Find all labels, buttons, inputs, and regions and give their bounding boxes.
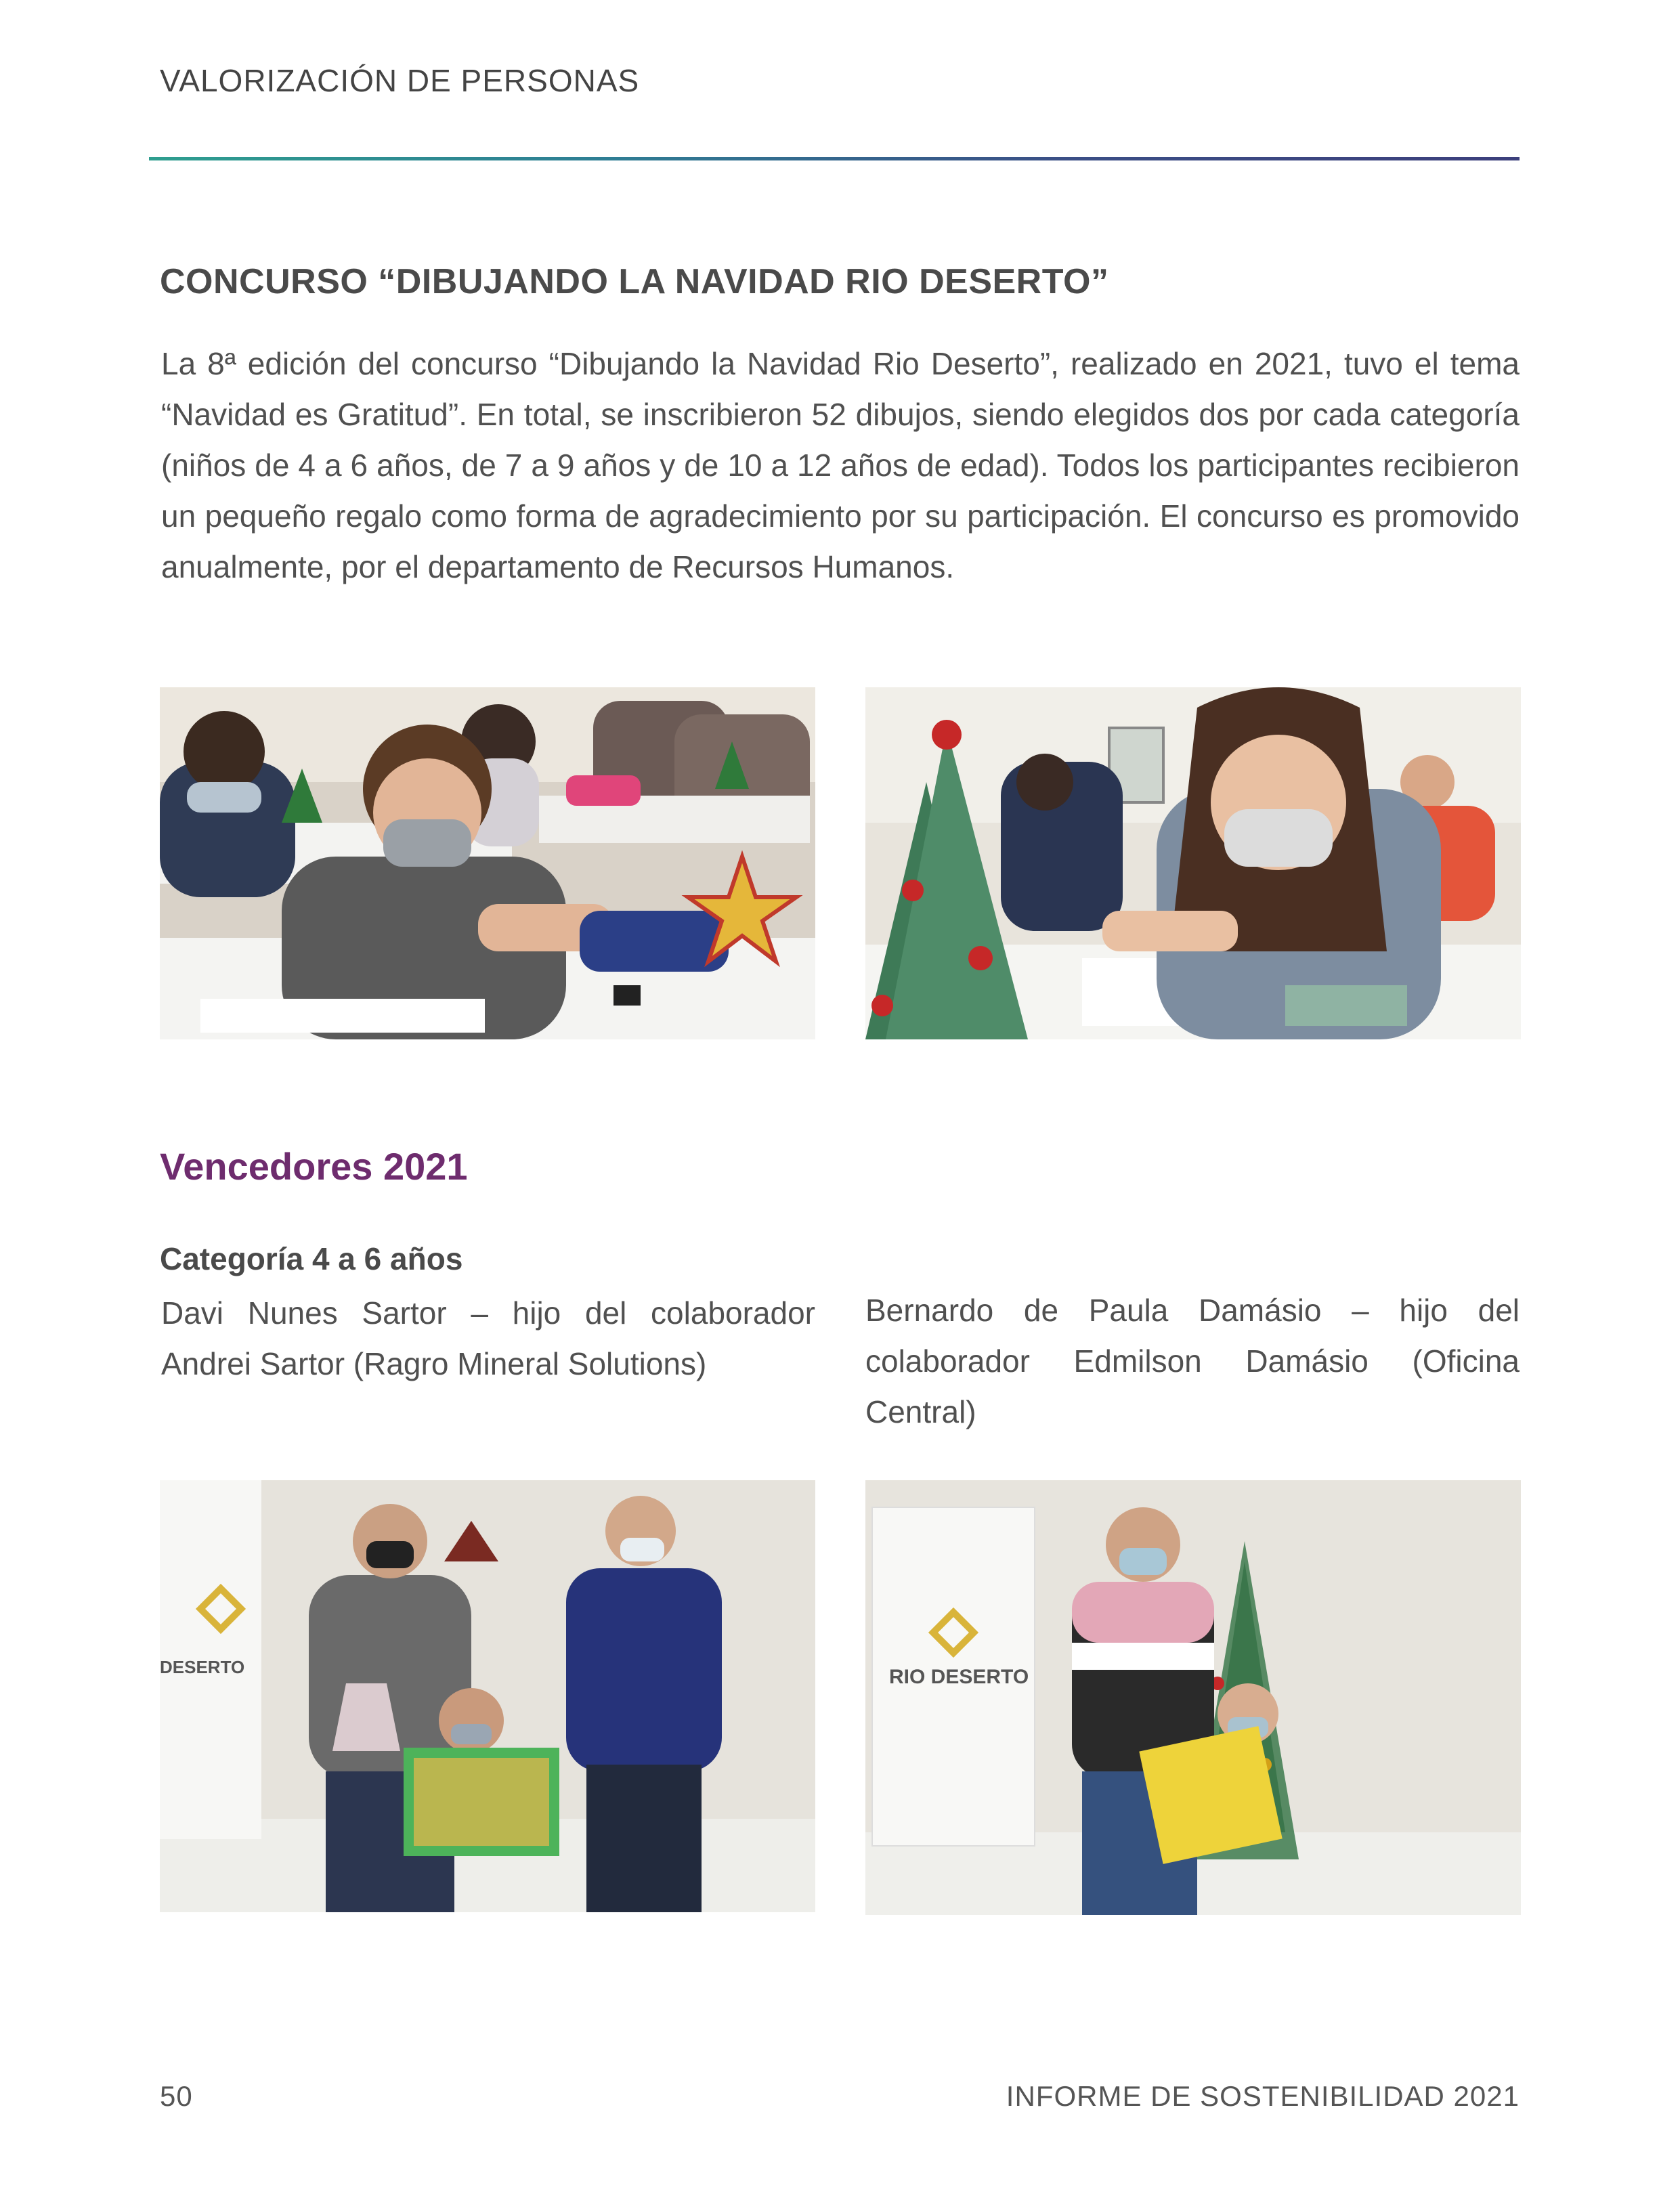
article-title: CONCURSO “DIBUJANDO LA NAVIDAD RIO DESERTO” — [160, 262, 1109, 301]
photo-children-drawing-1 — [160, 687, 815, 1039]
winner-entry-1: Davi Nunes Sartor – hijo del colaborador Andrei Sartor (Ragro Mineral Solutions) — [161, 1295, 815, 1381]
photo-children-drawing-2 — [865, 687, 1521, 1039]
header-divider — [149, 157, 1520, 160]
section-label: VALORIZACIÓN DE PERSONAS — [160, 63, 640, 98]
winner-entry-2: Bernardo de Paula Damásio – hijo del colaborador Edmilson Damásio (Oficina Central) — [865, 1293, 1520, 1429]
winners-heading: Vencedores 2021 — [160, 1145, 468, 1188]
page-number: 50 — [160, 2080, 193, 2112]
banner-brand: RIO DESERTO — [889, 1666, 1029, 1688]
report-title: INFORME DE SOSTENIBILIDAD 2021 — [1006, 2080, 1520, 2112]
photo-winner-1 — [160, 1480, 815, 1912]
article-intro: La 8ª edición del concurso “Dibujando la Navidad Rio Deserto”, realizado en 2021, tuvo el tema “Navidad es Gratitud”. En total, se inscribieron 52 dibujos, siendo elegidos dos por cada categoría (niños de 4 a 6 años, de 7 a 9 años y de 10 a 12 años de edad). Todos los participantes recibieron un pequeño regalo como forma de agradecimiento por su participación. El concurso es promovido anualmente, por el departamento de Recursos Humanos. — [161, 346, 1520, 584]
photo-winner-2 — [865, 1480, 1521, 1915]
banner-brand-partial: DESERTO — [160, 1657, 245, 1677]
winners-category: Categoría 4 a 6 años — [160, 1241, 463, 1276]
